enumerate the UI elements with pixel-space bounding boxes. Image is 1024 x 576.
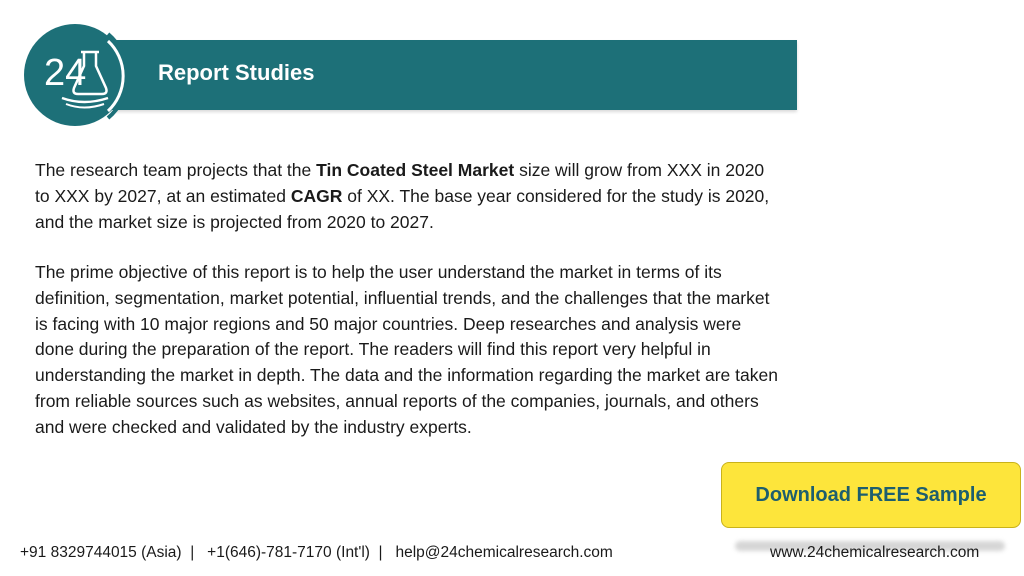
svg-text:24: 24 (44, 52, 87, 94)
flask-logo-icon (22, 22, 134, 130)
download-free-sample-button[interactable]: Download FREE Sample (721, 462, 1021, 528)
footer-contact-info: +91 8329744015 (Asia) | +1(646)-781-7170 (Int'l) | help@24chemicalresearch.com (20, 544, 613, 561)
objective-paragraph: The prime objective of this report is to help the user understand the market in terms of its definition, segmentation, market potential, influential trends, and the challenges that the market is facing with 10 major regions and 50 major countries. Deep researches and analysis were done during the preparation of the report. The readers will find this report very helpful in understanding the market in depth. The data and the information regarding the market are taken from reliable sources such as websites, annual reports of the companies, journals, and others and were checked and validated by the industry experts. (35, 262, 778, 437)
page-title: Report Studies (158, 60, 315, 85)
header-banner (112, 40, 797, 110)
cagr-label: CAGR (290, 185, 343, 206)
footer-website-link[interactable]: www.24chemicalresearch.com (770, 544, 980, 561)
market-summary-paragraph: The research team projects that the Tin Coated Steel Market size will grow from XXX in 2020 to XXX by 2027, at an estimated CAGR of XX. The base year considered for the study is 2020, and the market size is projected from 2020 to 2027. (35, 160, 770, 232)
company-logo (22, 22, 134, 130)
market-name: Tin Coated Steel Market (316, 160, 515, 180)
